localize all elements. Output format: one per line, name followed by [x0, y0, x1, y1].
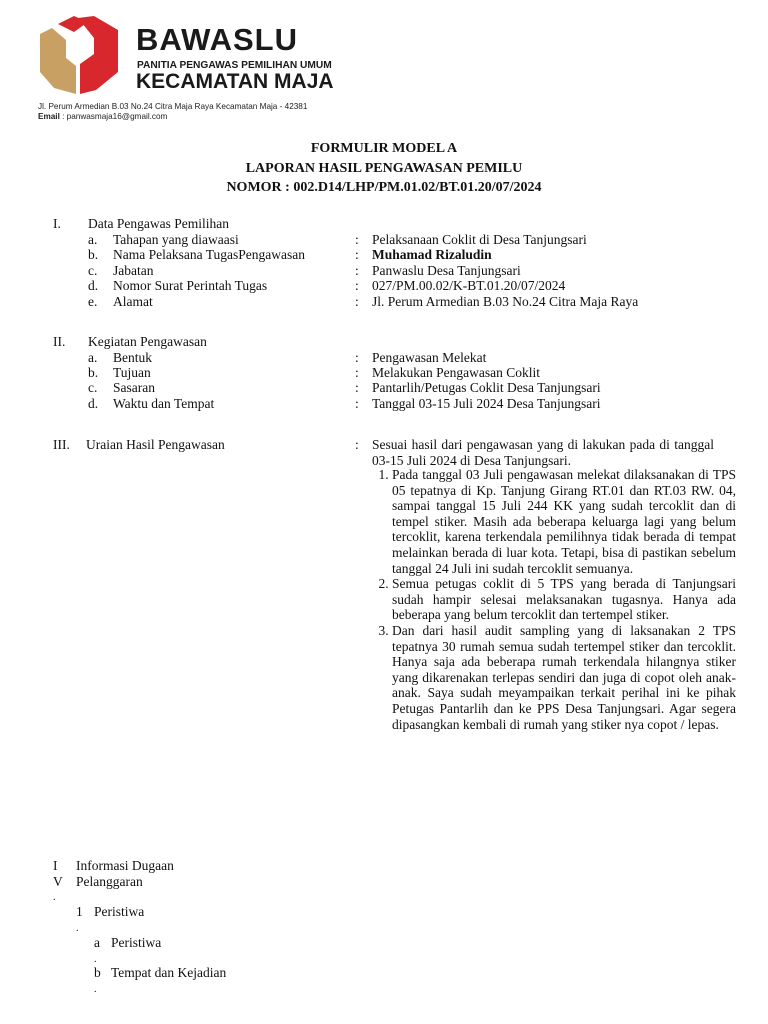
section-3-number: III.	[53, 437, 70, 452]
field-value-tujuan: Melakukan Pengawasan Coklit	[372, 365, 540, 380]
field-label: Nama Pelaksana TugasPengawasan	[113, 247, 305, 262]
field-value-bentuk: Pengawasan Melekat	[372, 350, 487, 365]
field-colon: :	[355, 437, 359, 452]
list-item: 3. Dan dari hasil audit sampling yang di laksanakan 2 TPS tepatnya 30 rumah semua sudah tertempel stiker dan tercoklit. Hanya saja ada beberapa rumah terkendala hilangnya stiker yang dikarenakan terlepas sendiri dan juga di copot oleh anak-anak. Saya sudah meyampaikan terkait perihal ini ke pihak Petugas Pantarlih dan ke PPS Desa Tanjungsari. Agar segera dipasangkan kembali di rumah yang stiker nya copot / lepas.	[392, 623, 736, 732]
field-letter: a.	[88, 350, 98, 365]
section-2-number: II.	[53, 334, 66, 349]
org-subtitle: PANITIA PENGAWAS PEMILIHAN UMUM	[137, 60, 332, 71]
form-title: FORMULIR MODEL A	[310, 141, 458, 156]
report-title: LAPORAN HASIL PENGAWASAN PEMILU	[245, 161, 523, 176]
list-item: 1. Pada tanggal 03 Juli pengawasan melekat dilaksanakan di TPS 05 tepatnya di Kp. Tanjung Girang RT.01 dan RT.03 RW. 04, sampai tanggal 15 Juli 244 KK yang sudah tercoklit dan di tempel stiker. Masih ada beberapa keluarga lagi yang belum tercoklit, karena terkendala pemilihnya tidak berada di tempat melainkan berada di luar kota. Tetapi, bisa di pastikan sebelum tanggal 24 Juli ini sudah tercoklit semuanya.	[392, 467, 736, 576]
field-colon: :	[355, 365, 359, 380]
org-unit: KECAMATAN MAJA	[136, 70, 334, 93]
item-number-dot: .	[76, 923, 79, 934]
field-label: Sasaran	[113, 380, 155, 395]
sub-item-letter: a	[94, 935, 100, 950]
field-label: Tahapan yang diawaasi	[113, 232, 239, 247]
field-label: Alamat	[113, 294, 153, 309]
uraian-list	[370, 467, 736, 732]
section-4-number-part: V	[53, 874, 63, 889]
field-letter: d.	[88, 396, 99, 411]
field-value-alamat: Jl. Perum Armedian B.03 No.24 Citra Maja Raya	[372, 294, 639, 309]
field-value-waktu-tempat: Tanggal 03-15 Juli 2024 Desa Tanjungsari	[372, 396, 601, 411]
field-label: Bentuk	[113, 350, 152, 365]
field-letter: a.	[88, 232, 98, 247]
org-email	[38, 112, 167, 121]
field-value-tahapan: Pelaksanaan Coklit di Desa Tanjungsari	[372, 232, 587, 247]
org-name: BAWASLU	[136, 22, 298, 57]
section-4-number-dot: .	[53, 892, 56, 903]
field-colon: :	[355, 380, 359, 395]
field-value-jabatan: Panwaslu Desa Tanjungsari	[372, 263, 521, 278]
section-4-heading: Pelanggaran	[76, 874, 143, 889]
org-address: Jl. Perum Armedian B.03 No.24 Citra Maja Raya Kecamatan Maja - 42381	[38, 102, 308, 111]
email-value: : panwasmaja16@gmail.com	[59, 112, 168, 121]
field-colon: :	[355, 396, 359, 411]
bawaslu-logo-icon	[38, 16, 120, 96]
field-label: Jabatan	[113, 263, 154, 278]
field-letter: c.	[88, 263, 98, 278]
field-letter: b.	[88, 365, 99, 380]
sub-item-label: Tempat dan Kejadian	[111, 965, 227, 980]
section-1-number: I.	[53, 216, 61, 231]
uraian-intro: Sesuai hasil dari pengawasan yang di lakukan pada di tanggal 03-15 Juli 2024 di Desa Tanjungsari.	[372, 437, 714, 468]
field-value-nomor-surat: 027/PM.00.02/K-BT.01.20/07/2024	[372, 278, 566, 293]
field-label: Nomor Surat Perintah Tugas	[113, 278, 268, 293]
letterhead	[38, 14, 368, 124]
field-label: Waktu dan Tempat	[113, 396, 215, 411]
sub-item-label: Peristiwa	[111, 935, 162, 950]
field-colon: :	[355, 278, 359, 293]
section-1-heading: Data Pengawas Pemilihan	[88, 216, 229, 231]
field-colon: :	[355, 232, 359, 247]
section-2-heading: Kegiatan Pengawasan	[88, 334, 207, 349]
list-item: 2. Semua petugas coklit di 5 TPS yang berada di Tanjungsari sudah hampir selesai melaksanakan tugasnya. Hanya ada beberapa yang belum tercoklit dan tertempel stiker.	[392, 576, 736, 623]
sub-item-letter: b	[94, 965, 101, 980]
section-4-number-part: I	[53, 858, 58, 873]
report-number: NOMOR : 002.D14/LHP/PM.01.02/BT.01.20/07/2024	[226, 180, 542, 195]
field-letter: c.	[88, 380, 98, 395]
sub-item-dot: .	[94, 954, 97, 965]
section-4-heading: Informasi Dugaan	[76, 858, 174, 873]
item-number: 1	[76, 904, 83, 919]
field-colon: :	[355, 294, 359, 309]
field-value-nama: Muhamad Rizaludin	[372, 247, 492, 262]
field-label: Tujuan	[113, 365, 151, 380]
field-colon: :	[355, 263, 359, 278]
field-colon: :	[355, 247, 359, 262]
field-colon: :	[355, 350, 359, 365]
email-label: Email	[38, 112, 60, 121]
field-value-sasaran: Pantarlih/Petugas Coklit Desa Tanjungsari	[372, 380, 601, 395]
field-letter: b.	[88, 247, 99, 262]
field-letter: e.	[88, 294, 98, 309]
item-label: Peristiwa	[94, 904, 145, 919]
section-3-heading: Uraian Hasil Pengawasan	[86, 437, 225, 452]
field-letter: d.	[88, 278, 99, 293]
sub-item-dot: .	[94, 984, 97, 995]
